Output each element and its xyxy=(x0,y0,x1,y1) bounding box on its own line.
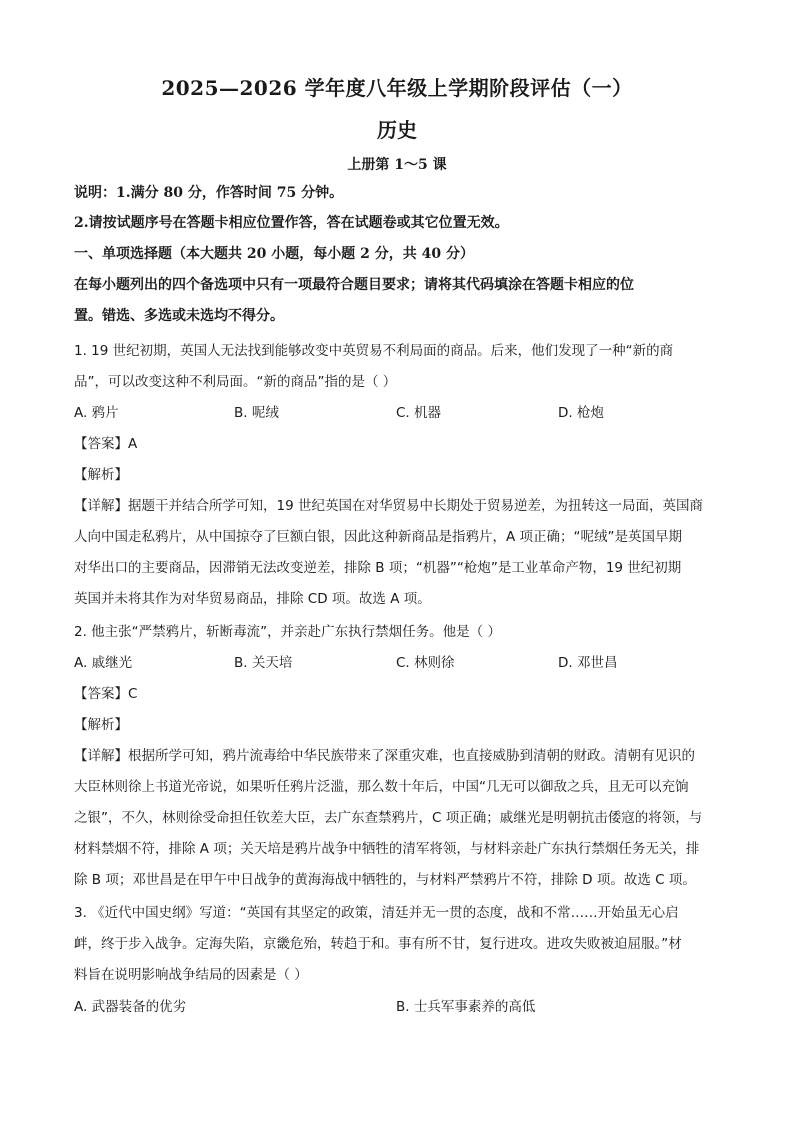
q2-option-c: C. 林则徐 xyxy=(396,655,455,671)
exam-title: 2025—2026 学年度八年级上学期阶段评估（一） xyxy=(161,76,633,100)
q2-option-d: D. 邓世昌 xyxy=(558,655,618,671)
q1-answer: 【答案】A xyxy=(74,436,138,452)
q1-option-c: C. 机器 xyxy=(396,405,442,421)
q1-stem-line-2: 品”，可以改变这种不利局面。“新的商品”指的是（ ） xyxy=(74,374,397,390)
instruction-line-2: 2.请按试题序号在答题卡相应位置作答，答在试题卷或其它位置无效。 xyxy=(74,215,509,231)
q1-detail-line-1: 【详解】据题干并结合所学可知，19 世纪英国在对华贸易中长期处于贸易逆差，为扭转这一局面，英国商 xyxy=(74,498,703,514)
q2-detail-line-1: 【详解】根据所学可知，鸦片流毒给中华民族带来了深重灾难，也直接威胁到清朝的财政。清朝有见识的 xyxy=(74,748,695,764)
q3-option-a: A. 武器装备的优劣 xyxy=(74,999,187,1015)
q2-option-a: A. 戚继光 xyxy=(74,655,133,671)
instruction-line-1: 说明：1.满分 80 分，作答时间 75 分钟。 xyxy=(74,185,344,201)
q2-analysis-label: 【解析】 xyxy=(74,717,128,733)
q2-answer: 【答案】C xyxy=(74,686,138,702)
q2-detail-line-3: 之银”，不久，林则徐受命担任钦差大臣，去广东查禁鸦片，C 项正确；戚继光是明朝抗击倭寇的将领，与 xyxy=(74,810,703,826)
q1-analysis-label: 【解析】 xyxy=(74,467,128,483)
q1-detail-line-4: 英国并未将其作为对华贸易商品，排除 CD 项。故选 A 项。 xyxy=(74,591,431,607)
q2-option-b: B. 关天培 xyxy=(234,655,293,671)
q2-detail-line-5: 除 B 项；邓世昌是在甲午中日战争的黄海海战中牺牲的，与材料严禁鸦片不符，排除 D 项。故选 C 项。 xyxy=(74,872,696,888)
q3-option-b: B. 士兵军事素养的高低 xyxy=(396,999,536,1015)
q2-detail-line-4: 材料禁烟不符，排除 A 项；关天培是鸦片战争中牺牲的清军将领，与材料亲赴广东执行禁烟任务无关，排 xyxy=(74,841,700,857)
section-heading: 一、单项选择题（本大题共 20 小题，每小题 2 分，共 40 分） xyxy=(74,246,474,262)
q2-detail-line-2: 大臣林则徐上书道光帝说，如果听任鸦片泛滥，那么数十年后，中国“几无可以御敌之兵，且无可以充饷 xyxy=(74,779,689,795)
subject-title: 历史 xyxy=(377,118,417,142)
q2-stem: 2. 他主张“严禁鸦片，斩断毒流”，并亲赴广东执行禁烟任务。他是（ ） xyxy=(74,624,501,640)
q1-option-d: D. 枪炮 xyxy=(558,405,604,421)
q1-detail-line-3: 对华出口的主要商品，因滞销无法改变逆差，排除 B 项；“机器”“枪炮”是工业革命产物，19 世纪初期 xyxy=(74,560,682,576)
chapter-range: 上册第 1～5 课 xyxy=(347,157,447,173)
requirement-line-2: 置。错选、多选或未选均不得分。 xyxy=(74,308,284,324)
q1-detail-line-2: 人向中国走私鸦片，从中国掠夺了巨额白银，因此这种新商品是指鸦片，A 项正确；“呢绒”是英国早期 xyxy=(74,529,683,545)
q1-option-a: A. 鸦片 xyxy=(74,405,119,421)
q3-stem-line-2: 衅，终于步入战争。定海失陷，京畿危殆，转趋于和。事有所不甘，复行进攻。进攻失败被迫屈服。”材 xyxy=(74,936,682,952)
q1-stem-line-1: 1. 19 世纪初期，英国人无法找到能够改变中英贸易不利局面的商品。后来，他们发现了一种“新的商 xyxy=(74,343,674,359)
q3-stem-line-3: 料旨在说明影响战争结局的因素是（ ） xyxy=(74,967,308,983)
q1-option-b: B. 呢绒 xyxy=(234,405,279,421)
q3-stem-line-1: 3. 《近代中国史纲》写道：“英国有其坚定的政策，清廷并无一贯的态度，战和不常……开始虽无心启 xyxy=(74,905,679,921)
requirement-line-1: 在每小题列出的四个备选项中只有一项最符合题目要求；请将其代码填涂在答题卡相应的位 xyxy=(74,277,634,293)
